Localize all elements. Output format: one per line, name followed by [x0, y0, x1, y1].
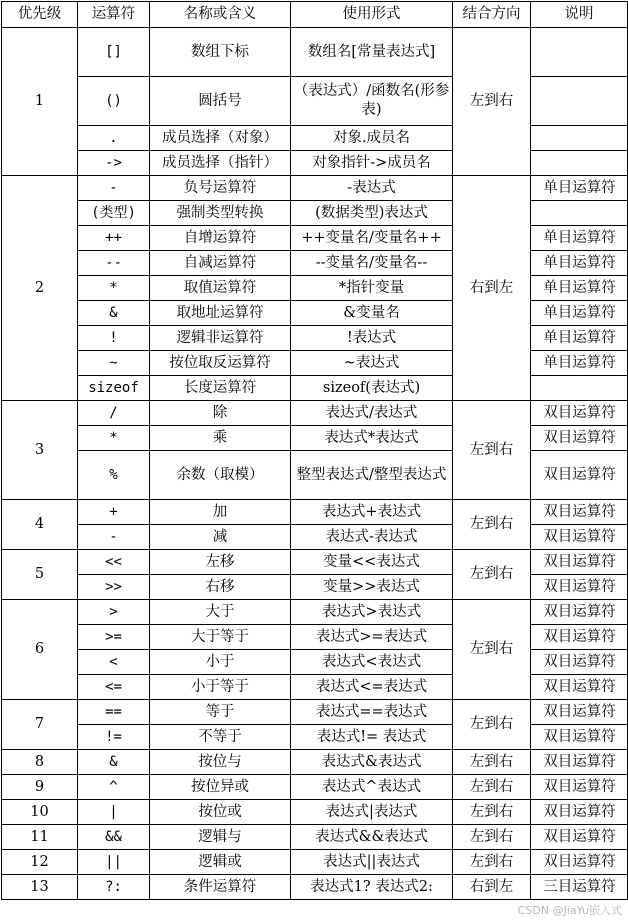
name-cell: 自减运算符: [150, 251, 291, 276]
associativity-cell: 右到左: [453, 176, 531, 401]
name-cell: 长度运算符: [150, 376, 291, 401]
name-cell: 加: [150, 500, 291, 525]
name-cell: 圆括号: [150, 77, 291, 126]
table-row: [2, 251, 628, 276]
name-cell: 大于: [150, 600, 291, 625]
priority-cell: 7: [2, 700, 78, 750]
priority-cell: 8: [2, 750, 78, 775]
notes-cell: [531, 376, 628, 401]
usage-cell: 表达式|表达式: [291, 800, 453, 825]
watermark: CSDN @JiaYu嵌入式: [517, 904, 622, 917]
priority-cell: 13: [2, 875, 78, 900]
name-cell: 右移: [150, 575, 291, 600]
notes-cell: 双目运算符: [531, 401, 628, 426]
operator-cell: >=: [78, 625, 150, 650]
operator-cell: *: [78, 426, 150, 451]
table-row: [2, 550, 628, 575]
operator-precedence-table: [1, 1, 628, 900]
notes-cell: [531, 151, 628, 176]
name-cell: 乘: [150, 426, 291, 451]
operator-cell: &: [78, 750, 150, 775]
header-notes: 说明: [531, 2, 628, 28]
associativity-cell: 左到右: [453, 800, 531, 825]
usage-cell: 表达式==表达式: [291, 700, 453, 725]
usage-cell: 对象.成员名: [291, 126, 453, 151]
associativity-cell: 左到右: [453, 401, 531, 500]
table-row: [2, 326, 628, 351]
table-header-row: [2, 2, 628, 28]
name-cell: 强制类型转换: [150, 201, 291, 226]
usage-cell: 表达式/表达式: [291, 401, 453, 426]
usage-cell: 变量>>表达式: [291, 575, 453, 600]
notes-cell: 单目运算符: [531, 176, 628, 201]
usage-cell: *指针变量: [291, 276, 453, 301]
notes-cell: 单目运算符: [531, 226, 628, 251]
operator-cell: !: [78, 326, 150, 351]
associativity-cell: 左到右: [453, 825, 531, 850]
notes-cell: 双目运算符: [531, 775, 628, 800]
operator-cell: &&: [78, 825, 150, 850]
name-cell: 等于: [150, 700, 291, 725]
table-row: [2, 600, 628, 625]
priority-cell: 11: [2, 825, 78, 850]
name-cell: 逻辑与: [150, 825, 291, 850]
name-cell: 按位异或: [150, 775, 291, 800]
notes-cell: 双目运算符: [531, 600, 628, 625]
table-row: [2, 750, 628, 775]
associativity-cell: 左到右: [453, 850, 531, 875]
usage-cell: sizeof(表达式): [291, 376, 453, 401]
usage-cell: 表达式^表达式: [291, 775, 453, 800]
table-row: [2, 650, 628, 675]
usage-cell: ~表达式: [291, 351, 453, 376]
notes-cell: 双目运算符: [531, 650, 628, 675]
operator-cell: ++: [78, 226, 150, 251]
name-cell: 按位或: [150, 800, 291, 825]
name-cell: 逻辑或: [150, 850, 291, 875]
operator-cell: <=: [78, 675, 150, 700]
operator-cell: -: [78, 525, 150, 550]
operator-cell: --: [78, 251, 150, 276]
usage-cell: （表达式）/函数名(形参表): [291, 77, 453, 126]
operator-cell: ^: [78, 775, 150, 800]
notes-cell: 双目运算符: [531, 700, 628, 725]
table-row: [2, 625, 628, 650]
usage-cell: 表达式&表达式: [291, 750, 453, 775]
name-cell: 逻辑非运算符: [150, 326, 291, 351]
priority-cell: 5: [2, 550, 78, 600]
notes-cell: 双目运算符: [531, 575, 628, 600]
operator-cell: (): [78, 77, 150, 126]
table-row: [2, 201, 628, 226]
associativity-cell: 左到右: [453, 28, 531, 176]
table-row: [2, 525, 628, 550]
associativity-cell: 右到左: [453, 875, 531, 900]
usage-cell: 表达式||表达式: [291, 850, 453, 875]
operator-cell: %: [78, 451, 150, 500]
name-cell: 减: [150, 525, 291, 550]
notes-cell: 单目运算符: [531, 326, 628, 351]
usage-cell: ++变量名/变量名++: [291, 226, 453, 251]
operator-cell: ->: [78, 151, 150, 176]
name-cell: 除: [150, 401, 291, 426]
table-row: [2, 800, 628, 825]
table-row: [2, 401, 628, 426]
name-cell: 小于: [150, 650, 291, 675]
table-row: [2, 725, 628, 750]
notes-cell: [531, 201, 628, 226]
notes-cell: 双目运算符: [531, 800, 628, 825]
usage-cell: 表达式>=表达式: [291, 625, 453, 650]
header-priority: 优先级: [2, 2, 78, 28]
table-row: [2, 700, 628, 725]
usage-cell: &变量名: [291, 301, 453, 326]
notes-cell: 单目运算符: [531, 301, 628, 326]
table-row: [2, 675, 628, 700]
usage-cell: (数据类型)表达式: [291, 201, 453, 226]
table-row: [2, 226, 628, 251]
associativity-cell: 左到右: [453, 750, 531, 775]
name-cell: 成员选择（指针）: [150, 151, 291, 176]
operator-cell: *: [78, 276, 150, 301]
header-name: 名称或含义: [150, 2, 291, 28]
notes-cell: 单目运算符: [531, 251, 628, 276]
table-row: [2, 451, 628, 500]
header-usage: 使用形式: [291, 2, 453, 28]
header-operator: 运算符: [78, 2, 150, 28]
operator-cell: /: [78, 401, 150, 426]
notes-cell: 双目运算符: [531, 500, 628, 525]
associativity-cell: 左到右: [453, 550, 531, 600]
usage-cell: 表达式<=表达式: [291, 675, 453, 700]
usage-cell: 变量<<表达式: [291, 550, 453, 575]
table-row: [2, 301, 628, 326]
priority-cell: 9: [2, 775, 78, 800]
operator-cell: <: [78, 650, 150, 675]
operator-cell: +: [78, 500, 150, 525]
usage-cell: 表达式!= 表达式: [291, 725, 453, 750]
operator-cell: (类型): [78, 201, 150, 226]
usage-cell: 整型表达式/整型表达式: [291, 451, 453, 500]
usage-cell: 表达式<表达式: [291, 650, 453, 675]
priority-cell: 1: [2, 28, 78, 176]
table-row: [2, 575, 628, 600]
operator-cell: &: [78, 301, 150, 326]
table-row: [2, 276, 628, 301]
name-cell: 数组下标: [150, 28, 291, 77]
operator-cell: ?:: [78, 875, 150, 900]
table-row: [2, 176, 628, 201]
table-row: [2, 151, 628, 176]
operator-cell: |: [78, 800, 150, 825]
name-cell: 成员选择（对象）: [150, 126, 291, 151]
notes-cell: 双目运算符: [531, 625, 628, 650]
usage-cell: !表达式: [291, 326, 453, 351]
operator-cell: []: [78, 28, 150, 77]
name-cell: 取值运算符: [150, 276, 291, 301]
table-row: [2, 77, 628, 126]
operator-cell: >: [78, 600, 150, 625]
table-row: [2, 500, 628, 525]
name-cell: 自增运算符: [150, 226, 291, 251]
table-row: [2, 426, 628, 451]
header-associativity: 结合方向: [453, 2, 531, 28]
operator-cell: ==: [78, 700, 150, 725]
priority-cell: 12: [2, 850, 78, 875]
name-cell: 余数（取模）: [150, 451, 291, 500]
usage-cell: 表达式&&表达式: [291, 825, 453, 850]
name-cell: 小于等于: [150, 675, 291, 700]
priority-cell: 3: [2, 401, 78, 500]
priority-cell: 6: [2, 600, 78, 700]
operator-cell: !=: [78, 725, 150, 750]
name-cell: 按位取反运算符: [150, 351, 291, 376]
priority-cell: 10: [2, 800, 78, 825]
notes-cell: 双目运算符: [531, 725, 628, 750]
usage-cell: 表达式-表达式: [291, 525, 453, 550]
usage-cell: 对象指针->成员名: [291, 151, 453, 176]
notes-cell: 双目运算符: [531, 451, 628, 500]
notes-cell: 三目运算符: [531, 875, 628, 900]
table-row: [2, 126, 628, 151]
priority-cell: 2: [2, 176, 78, 401]
operator-cell: >>: [78, 575, 150, 600]
notes-cell: 双目运算符: [531, 525, 628, 550]
usage-cell: -表达式: [291, 176, 453, 201]
operator-cell: -: [78, 176, 150, 201]
table-row: [2, 28, 628, 77]
associativity-cell: 左到右: [453, 600, 531, 700]
table-row: [2, 850, 628, 875]
name-cell: 左移: [150, 550, 291, 575]
name-cell: 取地址运算符: [150, 301, 291, 326]
notes-cell: 单目运算符: [531, 351, 628, 376]
associativity-cell: 左到右: [453, 500, 531, 550]
usage-cell: --变量名/变量名--: [291, 251, 453, 276]
associativity-cell: 左到右: [453, 775, 531, 800]
usage-cell: 表达式*表达式: [291, 426, 453, 451]
notes-cell: [531, 28, 628, 77]
associativity-cell: 左到右: [453, 700, 531, 750]
name-cell: 条件运算符: [150, 875, 291, 900]
operator-cell: .: [78, 126, 150, 151]
priority-cell: 4: [2, 500, 78, 550]
table-row: [2, 875, 628, 900]
notes-cell: 双目运算符: [531, 426, 628, 451]
usage-cell: 表达式+表达式: [291, 500, 453, 525]
notes-cell: 双目运算符: [531, 550, 628, 575]
usage-cell: 表达式>表达式: [291, 600, 453, 625]
notes-cell: 双目运算符: [531, 750, 628, 775]
name-cell: 大于等于: [150, 625, 291, 650]
operator-cell: ~: [78, 351, 150, 376]
usage-cell: 表达式1? 表达式2:: [291, 875, 453, 900]
table-body: [2, 28, 628, 900]
table-row: [2, 351, 628, 376]
operator-cell: ||: [78, 850, 150, 875]
table-row: [2, 376, 628, 401]
notes-cell: 双目运算符: [531, 675, 628, 700]
notes-cell: [531, 126, 628, 151]
name-cell: 负号运算符: [150, 176, 291, 201]
notes-cell: 双目运算符: [531, 850, 628, 875]
notes-cell: 双目运算符: [531, 825, 628, 850]
notes-cell: [531, 77, 628, 126]
table-row: [2, 775, 628, 800]
operator-cell: sizeof: [78, 376, 150, 401]
usage-cell: 数组名[常量表达式]: [291, 28, 453, 77]
name-cell: 按位与: [150, 750, 291, 775]
notes-cell: 单目运算符: [531, 276, 628, 301]
operator-cell: <<: [78, 550, 150, 575]
table-row: [2, 825, 628, 850]
name-cell: 不等于: [150, 725, 291, 750]
